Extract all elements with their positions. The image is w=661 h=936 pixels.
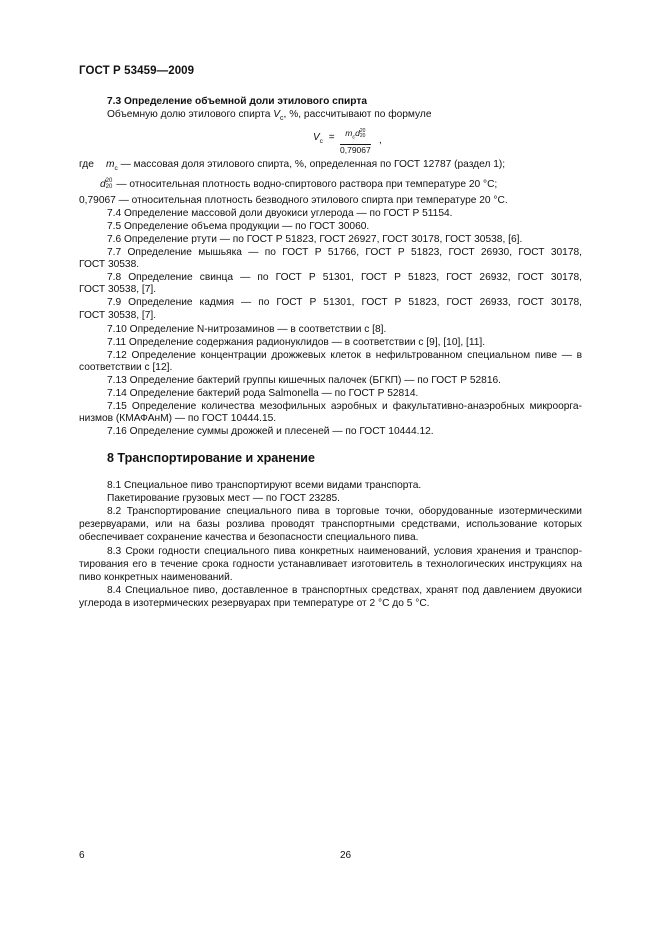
- item-8-4: 8.4 Специальное пиво, доставленное в транспортных средствах, хранят под давлением двуокиси: [107, 585, 582, 596]
- where-m-line: [106, 158, 505, 175]
- item-8-3-line3: пиво конкретных наименований.: [79, 572, 233, 583]
- item-7-15: 7.15 Определение количества мезофильных аэробных и факультативно-анаэробных микроорга-: [107, 401, 582, 412]
- section-8-heading: 8 Транспортирование и хранение: [107, 451, 315, 465]
- item-7-12: 7.12 Определение концентрации дрожжевых клеток в нефильтрованном специальном пиве — в: [107, 350, 582, 361]
- item-7-15-cont: низмов (КМАФАнМ) — по ГОСТ 10444.15.: [79, 413, 277, 424]
- item-7-7-cont: ГОСТ 30538.: [79, 259, 140, 270]
- item-7-11: 7.11 Определение содержания радионуклидов — в соответствии с [9], [10], [11].: [107, 337, 486, 348]
- item-7-16: 7.16 Определение суммы дрожжей и плесеней — по ГОСТ 10444.12.: [107, 426, 434, 437]
- where-label: где: [79, 159, 94, 170]
- item-8-3: 8.3 Сроки годности специального пива конкретных наименований, условия хранения и транспор-: [107, 546, 582, 557]
- item-7-10: 7.10 Определение N-нитрозаминов — в соответствии с [8].: [107, 324, 387, 335]
- item-7-8: 7.8 Определение свинца — по ГОСТ Р 51301, ГОСТ Р 51823, ГОСТ 26932, ГОСТ 30178,: [107, 272, 582, 283]
- where-m-var: m: [106, 159, 115, 170]
- numerator-m: m: [345, 128, 353, 138]
- formula-equals: =: [328, 132, 335, 143]
- formula-tail: ,: [379, 135, 382, 146]
- item-7-5: 7.5 Определение объема продукции — по ГОСТ 30060.: [107, 221, 370, 232]
- item-8-4-line2: углерода в изотермических резервуарах при температуре от 2 °С до 5 °С.: [79, 598, 430, 609]
- intro-text-b: , %, рассчитывают по формуле: [283, 109, 432, 120]
- section-7-3-intro: [107, 108, 432, 125]
- item-7-6: 7.6 Определение ртути — по ГОСТ Р 51823, ГОСТ 26927, ГОСТ 30178, ГОСТ 30538, [6].: [107, 234, 523, 245]
- where-d-sup: 20: [105, 178, 113, 185]
- formula-numerator: [340, 128, 371, 145]
- numerator-d-sub: 20: [359, 132, 366, 139]
- item-7-9: 7.9 Определение кадмия — по ГОСТ Р 51301, ГОСТ Р 51823, ГОСТ 26933, ГОСТ 30178,: [107, 297, 582, 308]
- numerator-d-sup: 20: [359, 127, 366, 134]
- document-header: ГОСТ Р 53459—2009: [79, 65, 195, 77]
- intro-text-a: Объемную долю этилового спирта: [107, 109, 274, 120]
- item-8-1-packaging: Пакетирование грузовых мест — по ГОСТ 23285.: [107, 493, 340, 504]
- item-8-1: 8.1 Специальное пиво транспортируют всеми видами транспорта.: [107, 480, 422, 491]
- item-7-4: 7.4 Определение массовой доли двуокиси углерода — по ГОСТ Р 51154.: [107, 208, 453, 219]
- numerator-d: d: [355, 128, 360, 138]
- item-7-9-cont: ГОСТ 30538, [7].: [79, 310, 157, 321]
- page-number-left: 6: [79, 850, 85, 861]
- item-7-8-cont: ГОСТ 30538, [7].: [79, 284, 157, 295]
- formula-fraction: [340, 128, 371, 156]
- item-7-14: 7.14 Определение бактерий рода Salmonella — по ГОСТ Р 52814.: [107, 388, 419, 399]
- where-d-line: [100, 178, 497, 191]
- item-7-13: 7.13 Определение бактерий группы кишечных палочек (БГКП) — по ГОСТ Р 52816.: [107, 375, 501, 386]
- intro-var-sub: с: [280, 115, 284, 123]
- formula-lhs: [313, 132, 335, 145]
- page-number-center: 26: [340, 850, 352, 861]
- item-7-12-cont: соответствии с [12].: [79, 362, 173, 373]
- formula-denominator: 0,79067: [340, 144, 371, 155]
- intro-var: V: [273, 109, 281, 120]
- section-7-3-title: 7.3 Определение объемной доли этилового спирта: [107, 96, 367, 107]
- item-8-2: 8.2 Транспортирование специального пива в торговые точки, оборудованные изотермическими: [107, 506, 582, 517]
- where-d-sub: 20: [105, 184, 113, 191]
- where-m-sub: с: [114, 165, 118, 173]
- item-7-7: 7.7 Определение мышьяка — по ГОСТ Р 51766, ГОСТ Р 51823, ГОСТ 26930, ГОСТ 30178,: [107, 247, 582, 258]
- item-8-2-line2: резервуарами, или на базы розлива проводят транспортными средствами, использование которых: [79, 519, 582, 530]
- numerator-m-sub: с: [352, 134, 356, 141]
- formula-lhs-var: V: [313, 132, 320, 143]
- where-d-var: d: [100, 179, 106, 190]
- formula-lhs-sub: с: [319, 138, 323, 145]
- where-d-text: — относительная плотность водно-спиртового раствора при температуре 20 °С;: [116, 179, 498, 190]
- item-8-2-line3: обеспечивает сохранение качества и безопасности специального пива.: [79, 532, 419, 543]
- where-m-text: — массовая доля этилового спирта, %, определенная по ГОСТ 12787 (раздел 1);: [117, 159, 506, 170]
- item-8-3-line2: тирования его в течение срока годности устанавливает изготовитель в технологических инструкциях на: [79, 559, 582, 570]
- where-constant-line: 0,79067 — относительная плотность безводного этилового спирта при температуре 20 °С.: [79, 195, 508, 206]
